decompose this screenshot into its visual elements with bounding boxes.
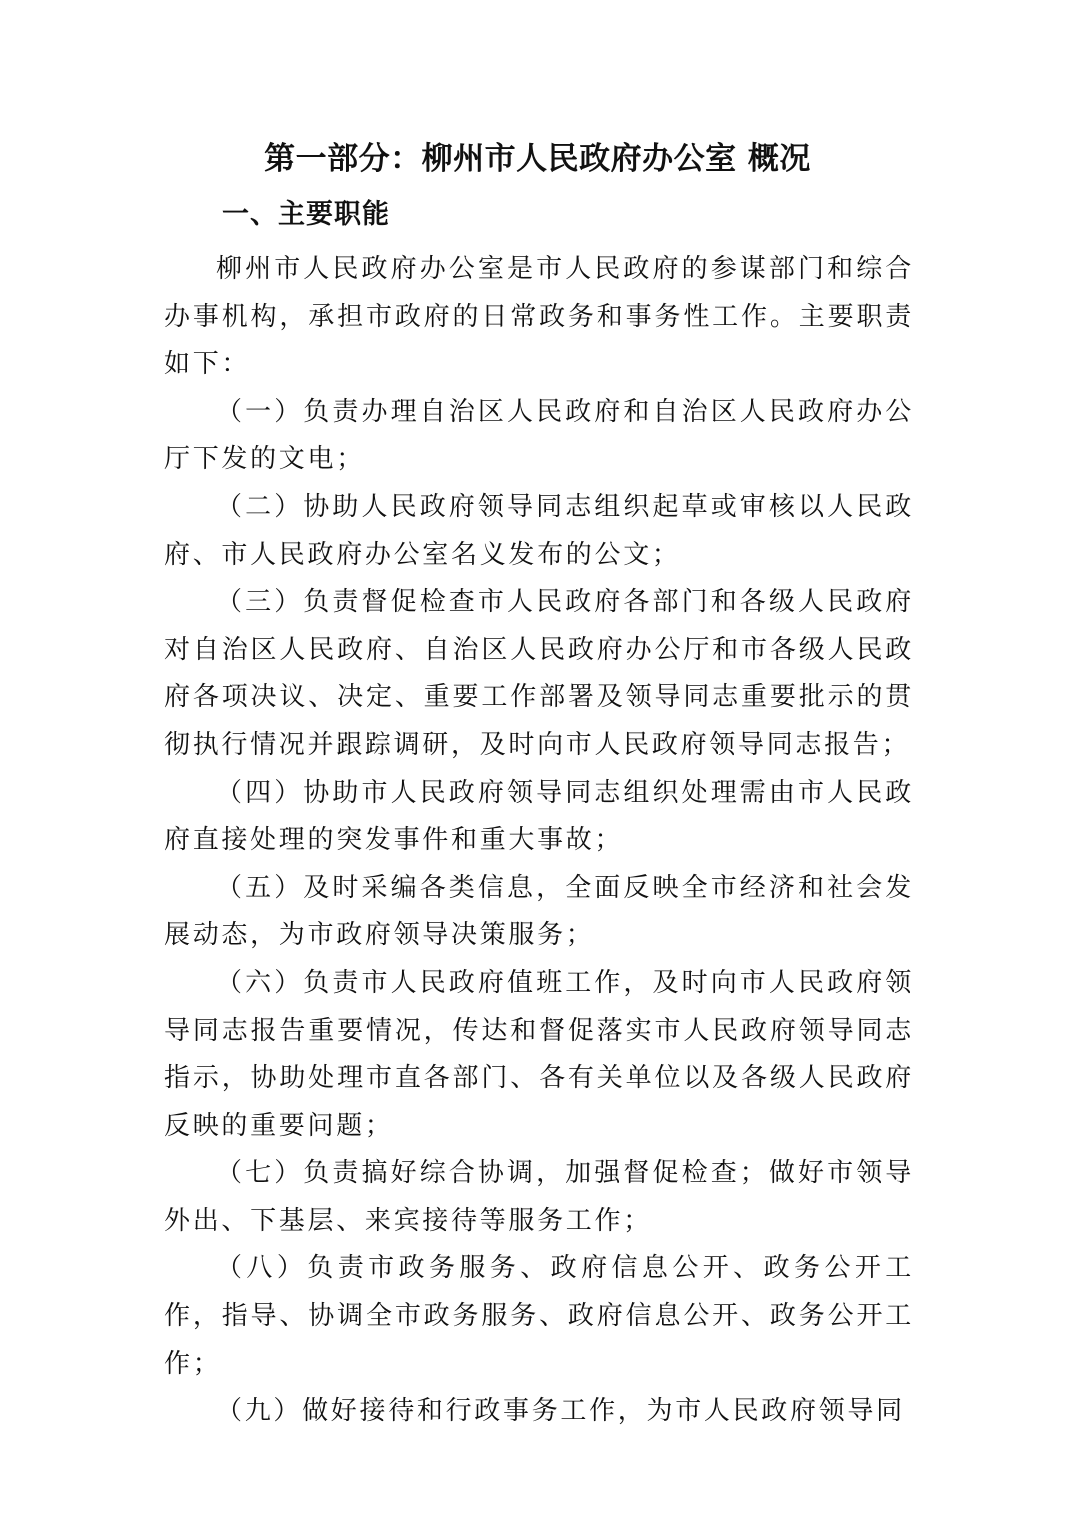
- paragraph-item-1: （一）负责办理自治区人民政府和自治区人民政府办公厅下发的文电；: [164, 396, 914, 475]
- paragraph-item-5: （五）及时采编各类信息，全面反映全市经济和社会发展动态，为市政府领导决策服务；: [164, 872, 914, 951]
- body-text: [164, 246, 914, 1436]
- paragraph-item-4: （四）协助市人民政府领导同志组织处理需由市人民政府直接处理的突发事件和重大事故；: [164, 777, 914, 856]
- paragraph-item-6: （六）负责市人民政府值班工作，及时向市人民政府领导同志报告重要情况，传达和督促落实市人民政府领导同志指示，协助处理市直各部门、各有关单位以及各级人民政府反映的重要问题；: [164, 967, 914, 1141]
- page-title: 第一部分：柳州市人民政府办公室 概况: [264, 141, 811, 177]
- paragraph-item-7: （七）负责搞好综合协调，加强督促检查；做好市领导外出、下基层、来宾接待等服务工作；: [164, 1158, 914, 1236]
- paragraph-item-2: （二）协助人民政府领导同志组织起草或审核以人民政府、市人民政府办公室名义发布的公文；: [164, 491, 914, 570]
- paragraph-item-9: （九）做好接待和行政事务工作，为市人民政府领导同: [216, 1396, 905, 1427]
- section-heading: 一、主要职能: [222, 199, 390, 230]
- paragraph-item-8: （八）负责市政务服务、政府信息公开、政务公开工作，指导、协调全市政务服务、政府信息公开、政务公开工作；: [164, 1253, 914, 1379]
- paragraph-item-3: （三）负责督促检查市人民政府各部门和各级人民政府对自治区人民政府、自治区人民政府办公厅和市各级人民政府各项决议、决定、重要工作部署及领导同志重要批示的贯彻执行情况并跟踪调研，及时向市人民政府领导同志报告；: [164, 587, 914, 760]
- paragraph-intro: 柳州市人民政府办公室是市人民政府的参谋部门和综合办事机构，承担市政府的日常政务和事务性工作。主要职责如下：: [164, 254, 914, 380]
